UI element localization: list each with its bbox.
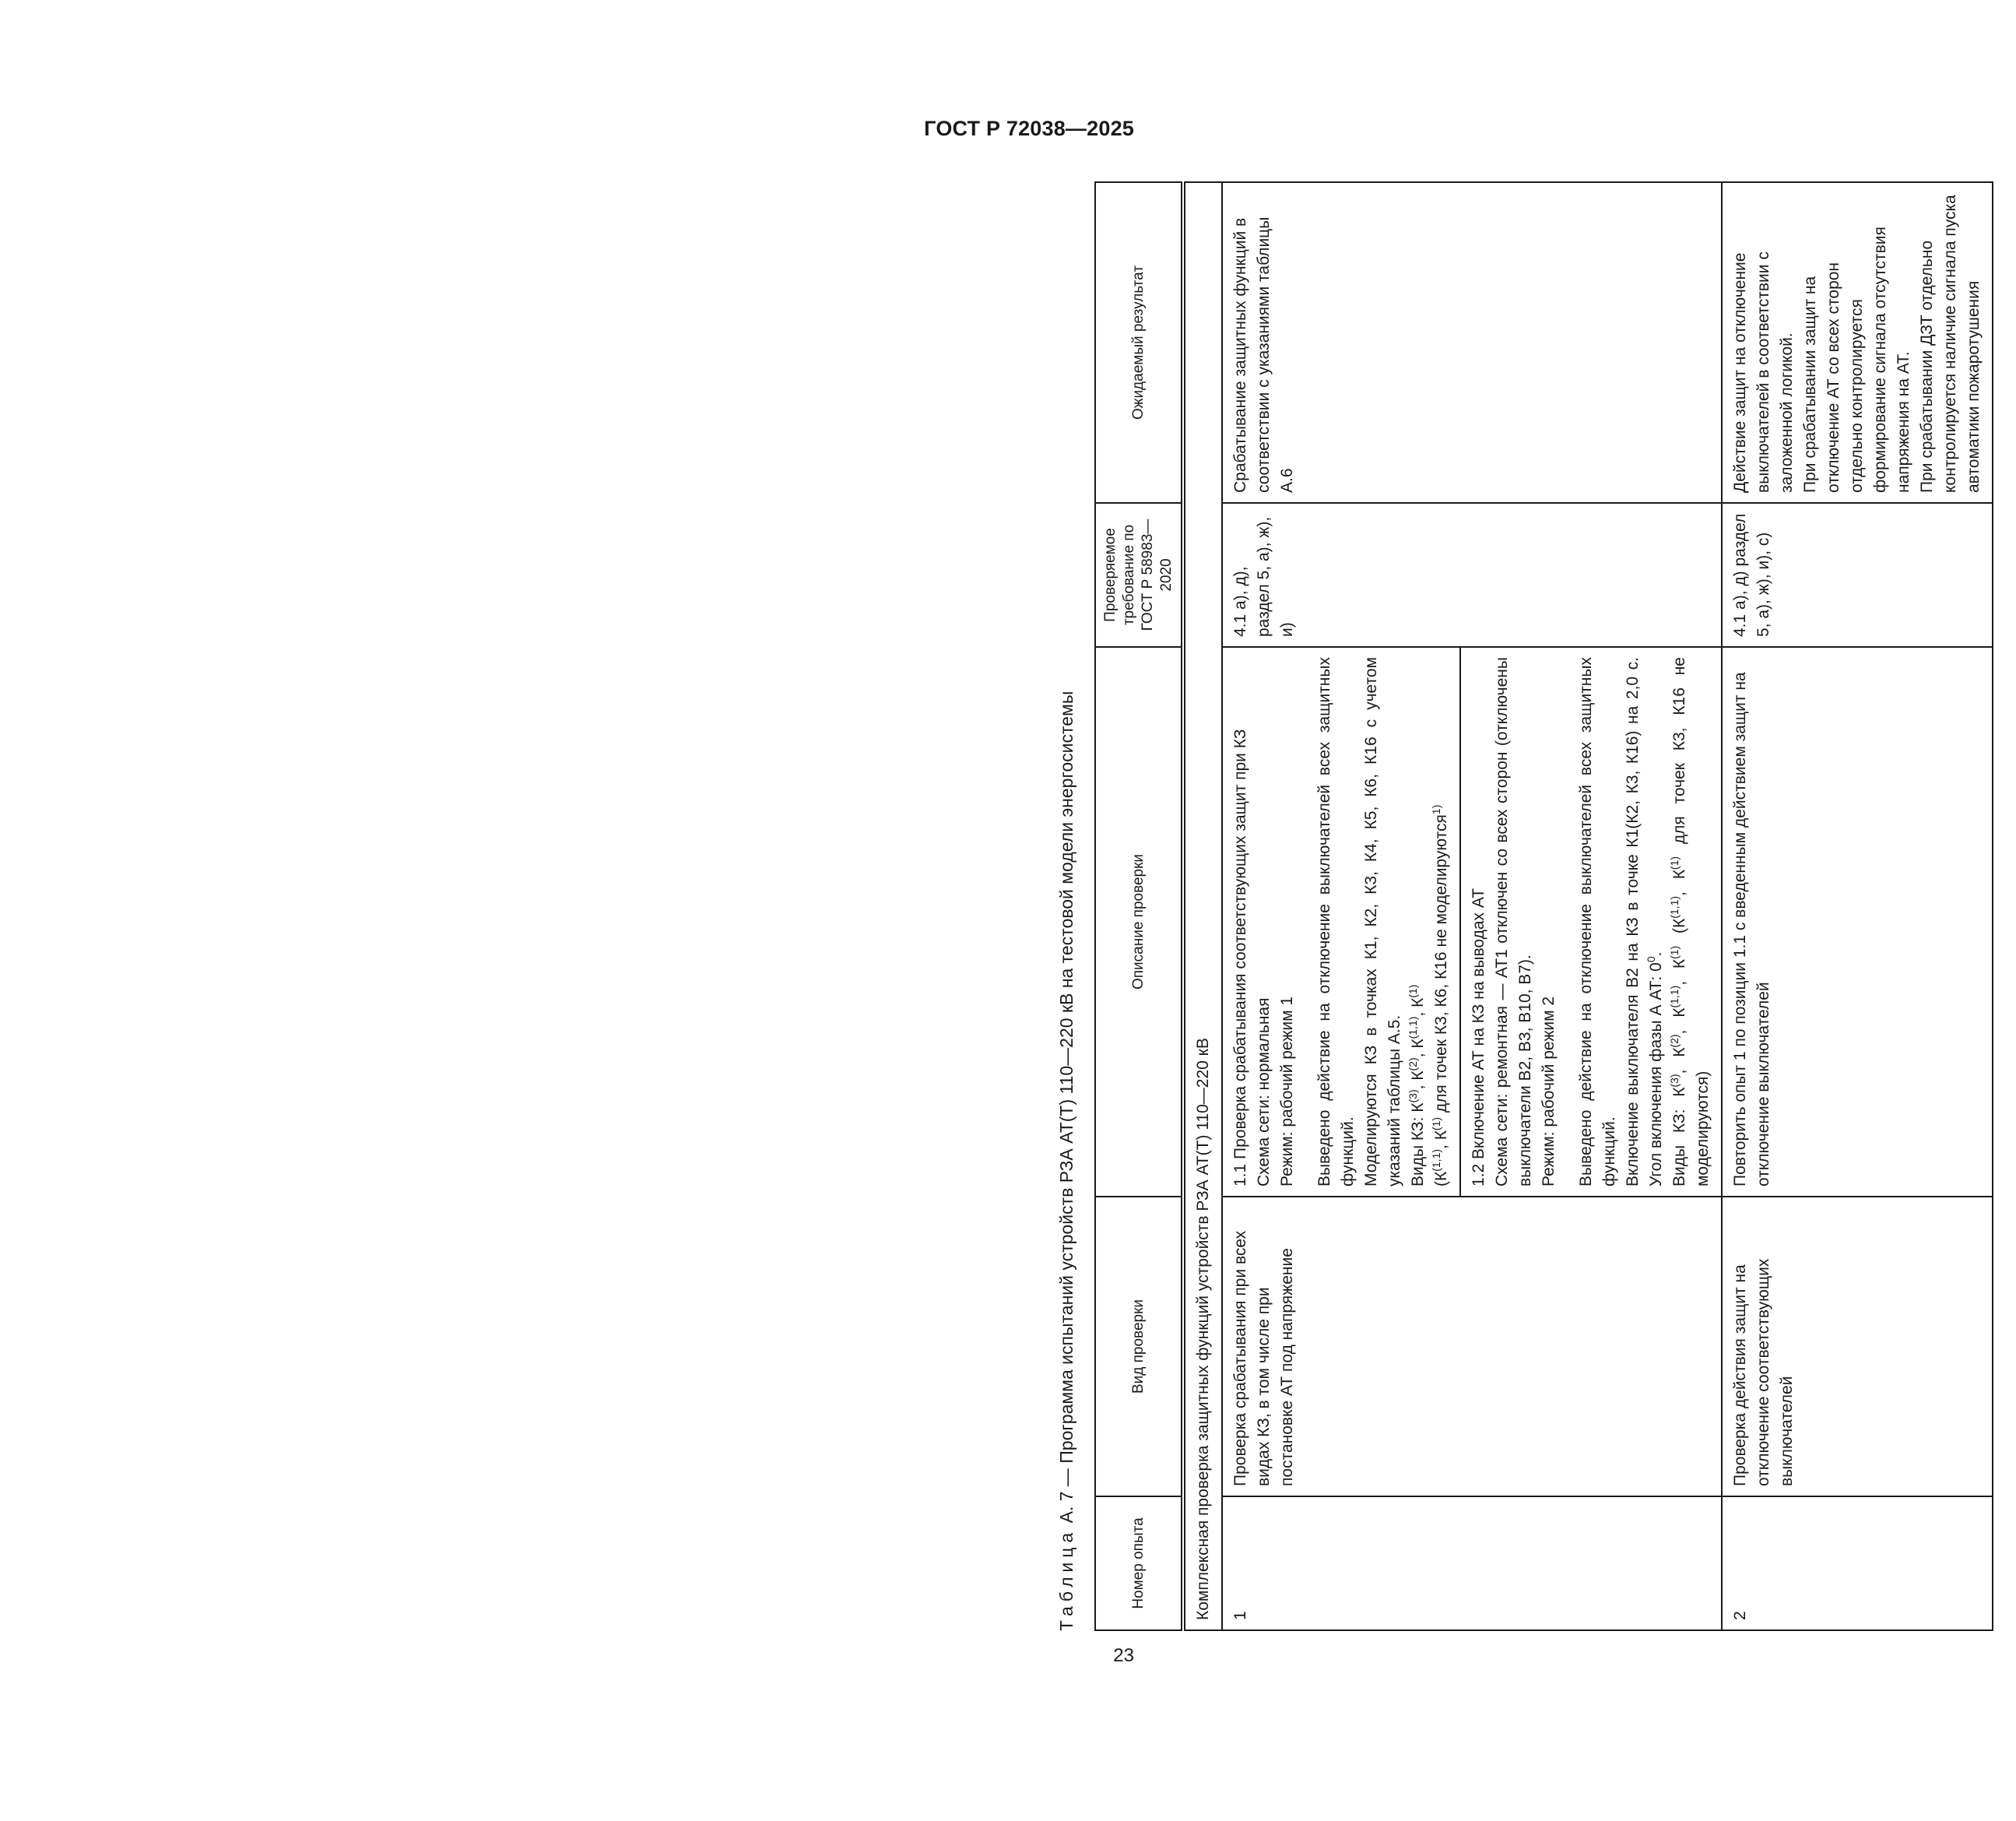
section-title: Комплексная проверка защитных функций устройств РЗА АТ(Т) 110—220 кВ bbox=[1183, 182, 1222, 1630]
row1-num: 1 bbox=[1222, 1496, 1722, 1630]
table-row bbox=[1222, 182, 1722, 1630]
sub1-kinds: Виды КЗ: $К^{(3)}$, $К^{(2)}$, К$^{(1,1)}$, $К^{(1)}$ bbox=[1407, 984, 1427, 1186]
header-result: Ожидаемый результат bbox=[1095, 182, 1183, 503]
row2-desc: Повторить опыт 1 по позиции 1.1 с введенным действием защит на отключение выключателей bbox=[1722, 647, 1993, 1197]
section-row bbox=[1183, 182, 1222, 1630]
document-code: ГОСТ Р 72038—2025 bbox=[924, 117, 1134, 140]
table-header-row bbox=[1095, 182, 1183, 1630]
test-program-table bbox=[1094, 181, 1993, 1631]
sub2-p2: Включение выключателя В2 на КЗ в точке К1(К2, К3, К16) на 2,0 с. Угол включения фазы А АТ: $0^0$. bbox=[1624, 657, 1665, 1186]
table-row bbox=[1722, 182, 1993, 1630]
sub1-title: 1.1 Проверка срабатывания соответствующих защит при КЗ bbox=[1231, 729, 1249, 1186]
sub2-kinds: Виды КЗ: $К^{(3)}$, $К^{(2)}$, К$^{(1,1)}$, $К^{(1)}$ ($К^{(1,1)}$, $К^{(1)}$ для точек К3, К16 не моделируются) bbox=[1668, 657, 1712, 1186]
row2-result-p1: Действие защит на отключение выключателей в соответствии с заложенной логикой. bbox=[1731, 251, 1796, 493]
table-caption bbox=[1051, 691, 1085, 1631]
sub2-p1: Выведено действие на отключение выключателей всех защитных функций. bbox=[1577, 657, 1618, 1186]
sub1-note: ($К^{(1,1)}$, $К^{(1)}$ для точек К3, К6, К16 не моделируются$^{1)}$ bbox=[1430, 804, 1450, 1186]
row2-result bbox=[1722, 182, 1993, 503]
caption-text: А. 7 — Программа испытаний устройств РЗА АТ(Т) 110—220 кВ на тестовой модели энергосистемы bbox=[1056, 691, 1076, 1524]
row1-req: 4.1 а), д), раздел 5, а), ж), и) bbox=[1222, 503, 1722, 647]
caption-prefix: Таблица bbox=[1056, 1527, 1076, 1631]
row2-result-p3: При срабатывании ДЗТ отдельно контролируется наличие сигнала пуска автоматики пожаротушения bbox=[1918, 195, 1983, 493]
header-req: Проверяемое требование по ГОСТ Р 58983—2020 bbox=[1095, 503, 1183, 647]
sub1-line1: Схема сети: нормальная bbox=[1255, 997, 1273, 1186]
sub2-line2: Режим: рабочий режим 2 bbox=[1540, 996, 1558, 1186]
sub1-p1: Выведено действие на отключение выключателей всех защитных функций. bbox=[1315, 657, 1357, 1186]
page-number: 23 bbox=[1113, 1645, 1134, 1666]
sub1-line2: Режим: рабочий режим 1 bbox=[1278, 996, 1296, 1186]
row2-type: Проверка действия защит на отключение соответствующих выключателей bbox=[1722, 1197, 1993, 1496]
row1-desc bbox=[1222, 647, 1722, 1197]
rotated-table-page bbox=[1051, 183, 2016, 1631]
sub1-p2: Моделируются КЗ в точках К1, К2, К3, К4, К5, К6, К16 с учетом указаний таблицы А.5. bbox=[1362, 657, 1403, 1186]
row1-type: Проверка срабатывания при всех видах КЗ, в том числе при постановке АТ под напряжение bbox=[1222, 1197, 1722, 1496]
row1-result: Срабатывание защитных функций в соответствии с указаниями таблицы А.6 bbox=[1222, 182, 1722, 503]
row1-sub2 bbox=[1459, 648, 1721, 1196]
header-num: Номер опыта bbox=[1095, 1496, 1183, 1630]
row2-req: 4.1 а), д) раздел 5, а), ж), и), с) bbox=[1722, 503, 1993, 647]
row2-num: 2 bbox=[1722, 1496, 1993, 1630]
row1-sub1 bbox=[1223, 648, 1459, 1196]
sub2-line1: Схема сети: ремонтная — АТ1 отключен со всех сторон (отключены выключатели В2, В3, В10, В7). bbox=[1493, 657, 1534, 1186]
header-type: Вид проверки bbox=[1095, 1197, 1183, 1496]
header-desc: Описание проверки bbox=[1095, 647, 1183, 1197]
sub2-title: 1.2 Включение АТ на КЗ на выводах АТ bbox=[1470, 888, 1487, 1186]
row2-result-p2: При срабатывании защит на отключение АТ со всех сторон отдельно контролируется формирование сигнала отсутствия напряжения на АТ. bbox=[1801, 227, 1912, 493]
